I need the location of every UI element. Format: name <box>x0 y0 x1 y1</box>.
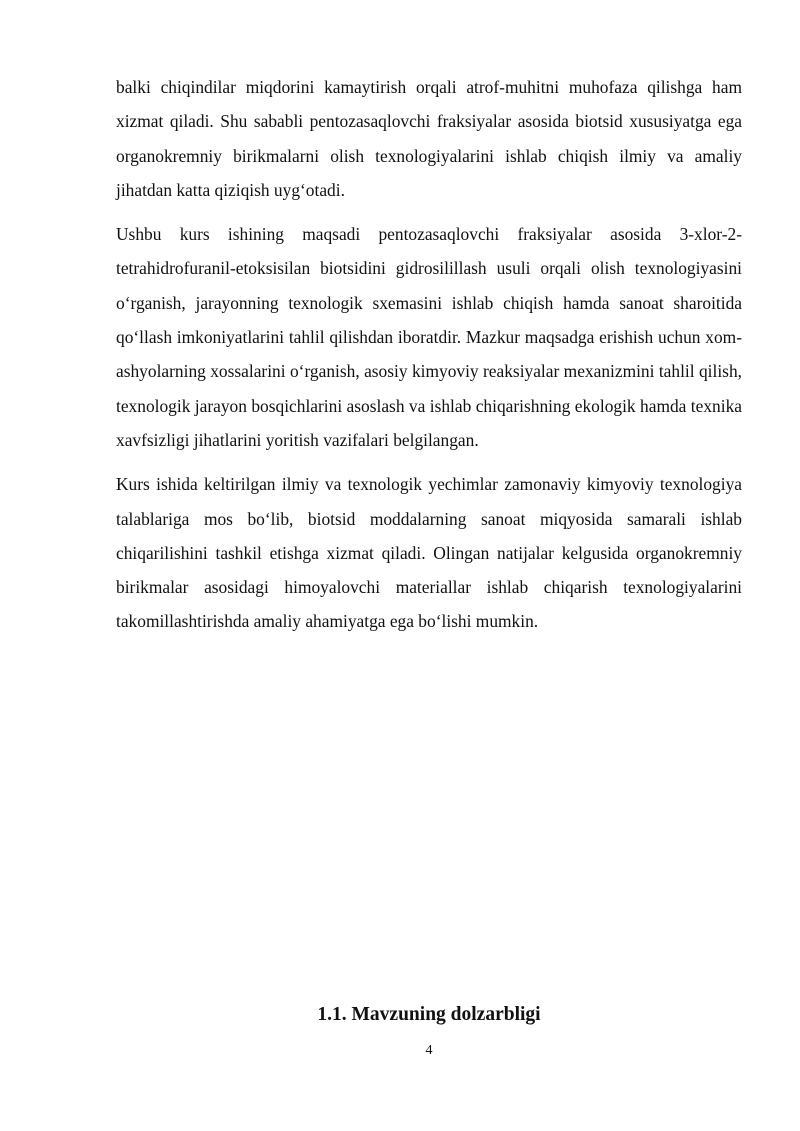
paragraph-1: balki chiqindilar miqdorini kamaytirish orqali atrof-muhitni muhofaza qilishga ham xizmat qiladi. Shu sababli pentozasaqlovchi fraksiyalar asosida biotsid xususiyatga ega organokremniy birikmalarni olish texnologiyalarini ishlab chiqish ilmiy va amaliy jihatdan katta qiziqish uyg‘otadi. <box>116 77 742 200</box>
paragraph-3: Kurs ishida keltirilgan ilmiy va texnologik yechimlar zamonaviy kimyoviy texnologiya talablariga mos bo‘lib, biotsid moddalarning sanoat miqyosida samarali ishlab chiqarilishini tashkil etishga xizmat qiladi. Olingan natijalar kelgusida organokremniy birikmalar asosidagi himoyalovchi materiallar ishlab chiqarish texnologiyalarini takomillashtirishda amaliy ahamiyatga ega bo‘lishi mumkin. <box>116 474 742 632</box>
body-text <box>116 70 742 649</box>
paragraph-2: Ushbu kurs ishining maqsadi pentozasaqlovchi fraksiyalar asosida 3-xlor-2-tetrahidrofuranil-etoksisilan biotsidini gidrosilillash usuli orqali olish texnologiyasini o‘rganish, jarayonning texnologik sxemasini ishlab chiqish hamda sanoat sharoitida qo‘llash imkoniyatlarini tahlil qilishdan iboratdir. Mazkur maqsadga erishish uchun xom-ashyolarning xossalarini o‘rganish, asosiy kimyoviy reaksiyalar mexanizmini tahlil qilish, texnologik jarayon bosqichlarini asoslash va ishlab chiqarishning ekologik hamda texnika xavfsizligi jihatlarini yoritish vazifalari belgilangan. <box>116 224 742 450</box>
section-heading: 1.1. Mavzuning dolzarbligi <box>317 1004 541 1025</box>
page-number: 4 <box>425 1043 433 1058</box>
